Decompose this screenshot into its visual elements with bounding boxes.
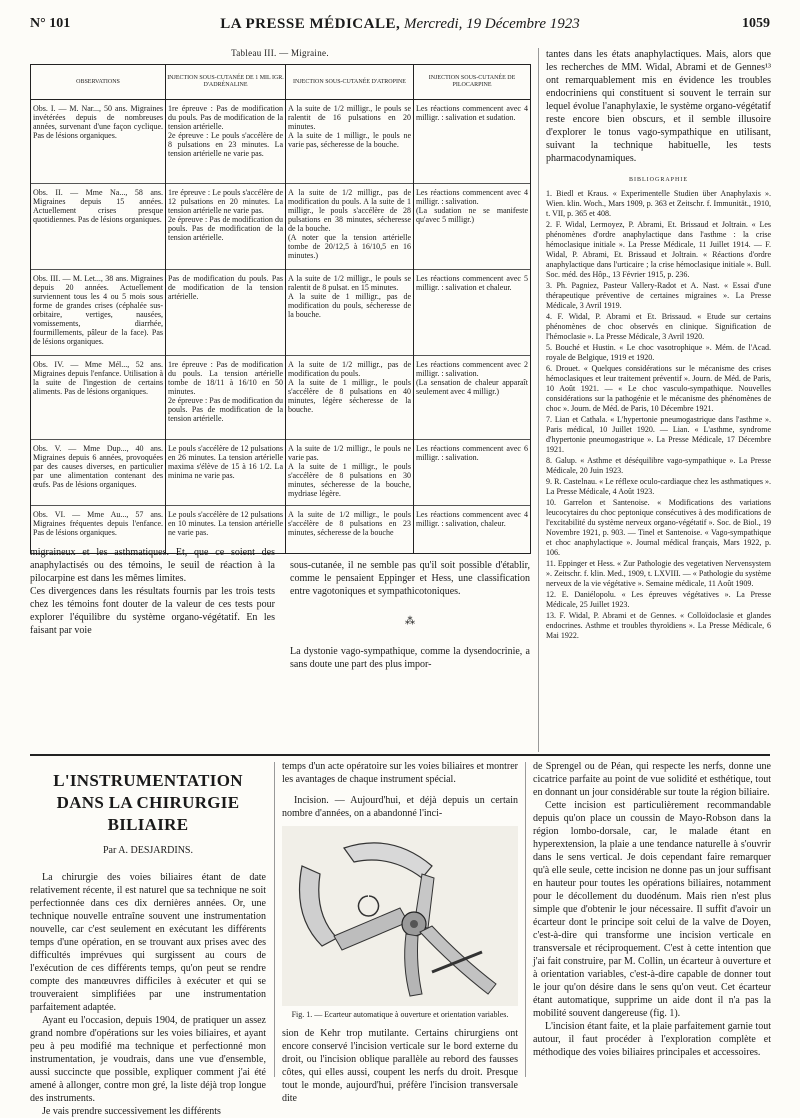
cell-text: A la suite de 1/2 milligr., le pouls se ralentit de 16 pulsations en 20 minutes. A la suite de 1 milligr., le pouls ne varie pas, sécheresse de la bouche. [288,104,411,149]
cell-pilocarpine [414,356,531,440]
cell-text: Les réactions commencent avec 4 milligr. : salivation. (La sudation ne se manifeste qu'avec 5 milligr.) [416,188,528,224]
figure-retractor [282,826,518,1006]
table-row [31,184,531,270]
cell-atropine [286,270,414,356]
bibliography-list [546,189,771,641]
asterism-icon: ⁂ [405,616,415,627]
cell-text: A la suite de 1/2 milligr., pas de modification du pouls. A la suite de 1 milligr., le pouls s'accélère de 8 pulsations en 40 minutes, légère sécheresse de la bouche. [288,360,411,414]
article-title-line: L'INSTRUMENTATION [53,771,243,790]
bibliography-entry: 3. Ph. Pagniez, Pasteur Vallery-Radot et A. Nast. « Essai d'une thérapeutique préventive de certaines migraines ». La Presse Médicale, 3 Avril 1919. [546,281,771,310]
bibliography-entry: 10. Garrelon et Santenoise. « Modifications des variations leucocytaires du choc peptonique consécutives à des modifications de l'excitabilité du système nerveux organo-végétatif ». Soc. de Biol., 19 Novembre 1921, p. 903. — Tinel et Santenoise. « Vago-sympathique et choc anaphylactique ». Journal médical français, Mars 1922, p. 106. [546,498,771,557]
bibliography-entry: 2. F. Widal, Lermoyez, P. Abrami, Et. Brissaud et Joltrain. « Les phénomènes d'ordre anaphylactique dans l'asthme : la crise hémoclasique initiale ». La Presse Médicale, 11 Juillet 1914. — F. Widal, P. Abrami, Et. Brissaud et Joltrain. « Réactions d'ordre anaphylactique dans l'urticaire ; la crise hémoclasique initiale ». Bull. Soc. méd. des Hôp., 13 Février 1915, p. 236. [546,220,771,279]
table-title: Tableau III. — Migraine. [231,48,329,58]
paragraph: Incision. — Aujourd'hui, et déjà depuis un certain nombre d'années, on a abandonné l'inci- [282,795,518,819]
cell-observation [31,270,166,356]
cell-text: Le pouls s'accélère de 12 pulsations en 26 minutes. La tension artérielle maxima s'élève de 15 à 16 1/2. La minima ne varie pas. [168,444,283,480]
cell-observation [31,184,166,270]
cell-atropine [286,440,414,506]
bibliography-entry: 4. F. Widal, P. Abrami et Et. Brissaud. « Etude sur certains phénomènes de choc observés en clinique. Signification de l'hémoclasie ». La Presse Médicale, 3 Avril 1920. [546,312,771,341]
cell-observation [31,440,166,506]
observation-table [30,64,531,554]
bibliography-entry: 9. R. Castelnau. « Le réflexe oculo-cardiaque chez les asthmatiques ». La Presse Médicale, 4 Août 1923. [546,477,771,496]
article-column-1 [30,762,266,1118]
journal-name: LA PRESSE MÉDICALE, [220,16,401,32]
cell-text: 1re épreuve : Pas de modification du pouls. La tension artérielle tombe de 18/11 à 16/10 en 50 minutes. 2e épreuve : Pas de modification du pouls. Pas de modification de la tension artérielle. [168,360,283,423]
figure-caption: Fig. 1. — Ecarteur automatique à ouverture et orientation variables. [291,1010,509,1019]
cell-text: Le pouls s'accélère de 12 pulsations en 10 minutes. La tension artérielle ne varie pas. [168,510,283,537]
table-migraine [30,48,530,554]
cell-adrenaline [166,356,286,440]
running-title [30,16,770,33]
table-row [31,440,531,506]
cell-pilocarpine [414,100,531,184]
cell-adrenaline [166,270,286,356]
text-under-table-left: migraineux et les asthmatiques. Et, que ce soient des anaphylactisés ou des témoins, le seuil de réaction à la pilocarpine est dans les mêmes limites. Ces divergences dans les résultats fournis par les trois tests chez les témoins font douter de la valeur de ces tests pour explorer l'équilibre du système organo-végétatif. En les faisant par voie [30,547,275,636]
cell-text: A la suite de 1/2 milligr., le pouls s'accélère de 8 pulsations en 23 minutes, sécheresse de la bouche [288,510,411,537]
cell-text: Les réactions commencent avec 4 milligr. : salivation, chaleur. [416,510,528,528]
cell-observation [31,356,166,440]
table-row [31,100,531,184]
text-under-table-right [290,546,530,684]
issue-number: N° 101 [30,16,71,31]
page-number: 1059 [742,16,770,31]
cell-text: A la suite de 1/2 milligr., le pouls ne varie pas. A la suite de 1 milligr., le pouls s'accélère de 8 pulsations en 30 minutes, sécheresse de la bouche, mydriase légère. [288,444,411,498]
cell-atropine [286,356,414,440]
col-header-pilocarpine: INJECTION SOUS-CUTANÉE DE PILOCARPINE [414,65,531,100]
right-column-upper [546,48,771,642]
cell-text: Les réactions commencent avec 6 milligr. : salivation. [416,444,528,462]
cell-text: 1re épreuve : Pas de modification du pouls. Pas de modification de la tension artérielle. 2e épreuve : Le pouls s'accélère de 8 pulsations en 23 minutes. La tension artérielle ne varie pas. [168,104,283,158]
retractor-illustration-icon [282,826,518,1006]
cell-text: Les réactions commencent avec 5 milligr. : salivation et chaleur. [416,274,528,292]
cell-atropine [286,100,414,184]
column-rule [525,762,526,1077]
cell-text: Obs. III. — M. Let..., 38 ans. Migraines depuis 20 années. Actuellement surviennent tous les 4 ou 5 mois sous forme de grandes crises (céphalée sus-orbitaire, vertiges, nausées, vomissements, diarrhée, fourmillements, pâleur de la face). Pas de lésions organiques. [33,274,163,346]
cell-pilocarpine [414,184,531,270]
paragraph: La chirurgie des voies biliaires étant de date relativement récente, il est naturel que sa technique ne soit perfectionnée dans ces dix dernières années. Or, une technique nouvelle entraîne souvent une instrumentation nouvelle, car c'est seulement en exécutant les différents temps d'une opération, en se trouvant aux prises avec des difficultés imprévues qui surgissent au cours de l'exécution de ces différents temps, qu'on peut se rendre compte des manœuvres difficiles à exécuter et qui se trouveraient simplifiées par une instrumentation parfaitement adaptée. [30,872,266,1013]
cell-observation [31,100,166,184]
col-header-atropine: INJECTION SOUS-CUTANÉE D'ATROPINE [286,65,414,100]
cell-text: Obs. VI. — Mme Au..., 57 ans. Migraines fréquentes depuis l'enfance. Pas de lésions organiques. [33,510,163,537]
article-column-3 [533,760,771,1059]
paragraph: sous-cutanée, il ne semble pas qu'il soit possible d'établir, comme le pensaient Eppinger et Hess, une classification entre vagotoniques et sympathicotoniques. [290,560,530,597]
cell-text: Pas de modification du pouls. Pas de modification de la tension artérielle. [168,274,283,301]
cell-text: Les réactions commencent avec 4 milligr. : salivation et sudation. [416,104,528,122]
paragraph: temps d'un acte opératoire sur les voies biliaires et montrer les avantages de chaque instrument spécial. [282,761,518,785]
cell-text: A la suite de 1/2 milligr., le pouls se ralentit de 8 pulsat. en 15 minutes. A la suite de 1 milligr., pas de modification du pouls, sécheresse de la bouche. [288,274,411,319]
bibliography-entry: 11. Eppinger et Hess. « Zur Pathologie des vegetativen Nervensystem ». Zeitschr. f. klin. Med., 1909, t. LXVIII. — « Pathologie du système nerveux de la vie végétative ». Semaine médicale, 11 Août 1909. [546,559,771,588]
bibliography-entry: 7. Lian et Cathala. « L'hypertonie pneumogastrique dans l'asthme ». Paris médical, 10 Juillet 1920. — Lian. « L'asthme, syndrome d'hypertonie pneumogastrique ». La Presse Médicale, 17 Décembre 1921. [546,415,771,454]
bibliography-heading: BIBLIOGRAPHIE [629,177,688,183]
bibliography-entry: 1. Biedl et Kraus. « Experimentelle Studien über Anaphylaxis ». Wien. klin. Woch., Mars 1909, p. 363 et Zeitschr. f. Immunität., 1910, t. VII, p. 365 et 408. [546,189,771,218]
cell-text: Obs. I. — M. Nar..., 50 ans. Migraines invétérées depuis de nombreuses années, survenant d'une façon cyclique. Pas de lésions organiques. [33,104,163,140]
section-divider [30,754,770,756]
table-row [31,270,531,356]
paragraph: Je vais prendre successivement les différents [42,1106,221,1117]
bibliography-entry: 5. Bouché et Hustin. « Le choc vasotrophique ». Mém. de l'Acad. royale de Belgique, 1919 et 1920. [546,343,771,362]
paragraph: sion de Kehr trop mutilante. Certains chirurgiens ont encore conservé l'incision verticale sur le bord externe du droit, ou l'incision oblique parallèle au rebord des fausses côtes, qui elles aussi, coupent les nerfs du droit. Presque tout le monde, aujourd'hui, préfère l'incision transversale dite [282,1028,518,1104]
bibliography-entry: 13. F. Widal, P. Abrami et de Gennes. « Colloïdoclasie et glandes endocrines. Asthme et troubles thyroïdiens ». La Presse Médicale, 6 Mai 1922. [546,611,771,640]
paragraph: Cette incision est particulièrement recommandable depuis qu'on place un coussin de Mayo-Robson dans la région lombo-dorsale, car, le malade étant en hyperextension, la plaie a une tendance naturelle à s'ouvrir dans le sens vertical. Je dois cependant faire remarquer qu'à elle seule, cette incision ne donne pas un jour suffisant en hauteur pour toutes les opérations biliaires, notamment pour le décollement du duodénum. Mais rien n'est plus simple que d'obtenir le jour nécessaire. Il suffit d'avoir un écarteur dont le principe soit celui de la valve de Doyen, c'est-à-dire qui transforme une incision verticale en transversale et réciproquement. C'est à cette intention que j'ai fait construire, par M. Collin, un écarteur à ouverture et à orientation variables, c'est-à-dire capable de donner tout le jour qu'on désire dans le sens qu'on veut. Cet écarteur étant automatique, supprime un aide dont il n'a pas la mobilité souvent dangereuse (fig. 1). [533,800,771,1019]
cell-pilocarpine [414,440,531,506]
cell-adrenaline [166,100,286,184]
bibliography-entry: 12. E. Daniélopolu. « Les épreuves végétatives ». La Presse Médicale, 25 Juillet 1923. [546,590,771,609]
cell-text: Obs. II. — Mme Na..., 58 ans. Migraines depuis 15 années. Actuellement crises presque quotidiennes. Pas de lésions organiques. [33,188,163,224]
paragraph: Ayant eu l'occasion, depuis 1904, de pratiquer un assez grand nombre d'opérations sur les voies biliaires, et ayant peu à peu modifié ma technique et perfectionné mon instrumentation, je voudrais, dans une vue d'ensemble, aussi succincte que possible, expliquer comment j'ai été amené à allonger, contre mon gré, la liste déjà trop longue des instruments. [30,1015,266,1104]
article-column-2 [282,760,518,1105]
column-rule [538,48,539,752]
cell-text: Les réactions commencent avec 2 milligr. : salivation. (La sensation de chaleur apparaît seulement avec 4 milligr.) [416,360,528,396]
cell-text: A la suite de 1/2 milligr., pas de modification du pouls. A la suite de 1 milligr., le pouls s'accélère de 28 pulsations en 38 minutes, sécheresse de la bouche. (A noter que la tension artérielle tombe de 20/12,5 à 16/10,5 en 16 minutes.) [288,188,411,260]
table-row [31,356,531,440]
issue-date: Mercredi, 19 Décembre 1923 [403,16,580,32]
page-header [30,14,770,36]
bibliography-entry: 6. Drouet. « Quelques considérations sur le mécanisme des crises hémoclasiques et leur traitement préventif ». Journ. de Méd. de Paris, 10 Août 1921. — « Le choc vasculo-sympathique. Nouvelles considérations sur la pathogénie et le mécanisme des phénomènes de choc ». Journ. de Méd. de Paris, 10 Décembre 1921. [546,364,771,413]
col-header-observations: OBSERVATIONS [31,65,166,100]
paragraph: de Sprengel ou de Péan, qui respecte les nerfs, donne une cicatrice parfaite au point de vue solidité et esthétique, tout en donnant un jour considérable sur toute la région biliaire. [533,761,771,798]
cell-text: Obs. V. — Mme Dup..., 40 ans. Migraines depuis 6 années, provoquées par des causes diverses, en particulier par une alimentation contenant des œufs. Pas de lésions organiques. [33,444,163,489]
col-header-adrenaline: INJECTION SOUS-CUTANÉE DE 1 MIL IGR. D'ADRÉNALINE [166,65,286,100]
cell-pilocarpine [414,270,531,356]
column-rule [274,762,275,1077]
article-author: Par A. DESJARDINS. [102,845,193,856]
bibliography-entry: 8. Galup. « Asthme et déséquilibre vago-sympathique ». La Presse Médicale, 20 Juin 1923. [546,456,771,475]
cell-adrenaline [166,440,286,506]
article-title-line: DANS LA CHIRURGIE BILIAIRE [56,793,240,834]
cell-atropine [286,184,414,270]
paragraph: L'incision étant faite, et la plaie parfaitement garnie tout autour, il faut procéder à l'exploration complète et méthodique des voies biliaires principales et accessoires. [533,1021,771,1058]
paragraph: La dystonie vago-sympathique, comme la dysendocrinie, a sans doute une part des plus impor- [290,646,530,670]
article-title [30,770,266,836]
cell-adrenaline [166,184,286,270]
cell-text: Obs. IV. — Mme Mél..., 52 ans. Migraines depuis l'enfance. Utilisation à la suite de l'ingestion de certains aliments. Pas de lésions organiques. [33,360,163,396]
paragraph: tantes dans les états anaphylactiques. Mais, alors que les recherches de MM. Widal, Abrami et de Gennes¹³ ont remarquablement mis en évidence les troubles endocriniens qui constituent si souvent le terrain sur lequel évolue l'anaphylaxie, le système organo-végétatif reste encore bien obscurs, et il semble illusoire d'explorer le tonus vago-sympathique en utilisant, suivant la technique habituelle, les tests pharmacodynamiques. [546,49,771,164]
cell-text: 1re épreuve : Le pouls s'accélère de 12 pulsations en 20 minutes. La tension artérielle ne varie pas. 2e épreuve : Pas de modification du pouls. Pas de modification de la tension artérielle. [168,188,283,242]
